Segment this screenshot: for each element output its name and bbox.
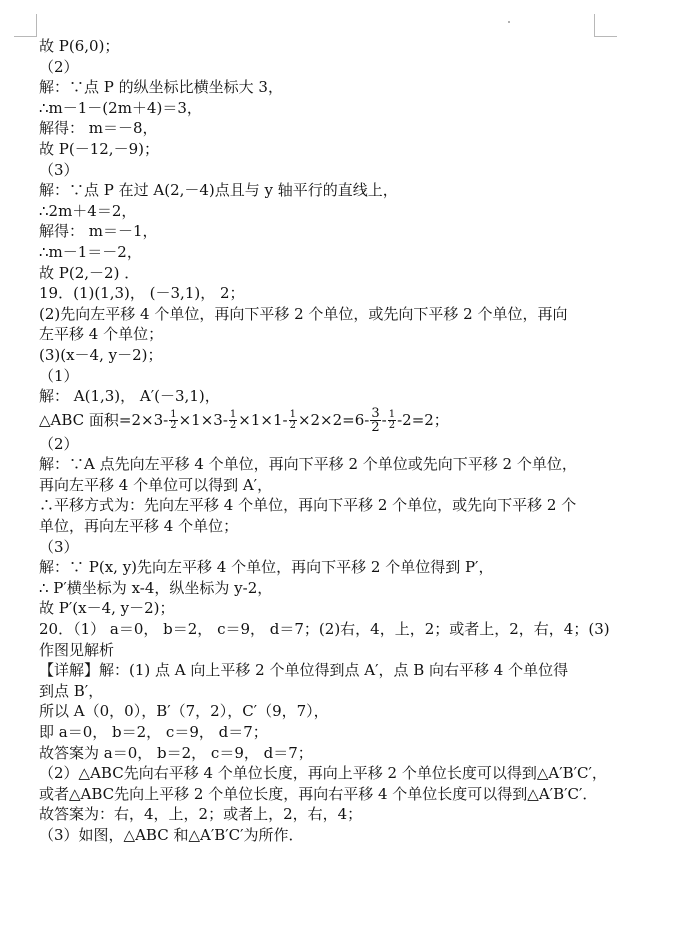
fraction: $\frac{1}{2}$ xyxy=(170,409,177,432)
formula-text: ×1×1- xyxy=(238,410,288,429)
text-line: ∴ P′横坐标为 x-4，纵坐标为 y-2， xyxy=(39,578,273,597)
text-line: 作图见解析 xyxy=(39,640,115,659)
formula-text: △ABC 面积=2×3- xyxy=(39,410,169,429)
text-line: （3） xyxy=(39,160,79,179)
text-line: (2)先向左平移 4 个单位，再向下平移 2 个单位，或先向下平移 2 个单位，再向 xyxy=(39,304,568,323)
text-line: 解：∵点 P 的纵坐标比横坐标大 3， xyxy=(39,78,283,97)
text-line: 解：∵A 点先向左平移 4 个单位，再向下平移 2 个单位或先向下平移 2 个单位， xyxy=(39,455,577,474)
text-line: 解得： m＝－1， xyxy=(39,222,158,241)
text-line: (3)(x－4, y－2)； xyxy=(39,345,163,364)
text-line: 或者△ABC先向上平移 2 个单位长度，再向右平移 4 个单位长度可以得到△A′B′C′． xyxy=(39,784,598,803)
text-line: 所以 A（0，0），B′（7，2），C′（9，7）， xyxy=(39,702,329,721)
formula-text: ×2×2=6- xyxy=(297,410,370,429)
text-line: 即 a＝0， b＝2， c＝9， d＝7； xyxy=(39,723,268,741)
text-line: 解：∵ P(x, y)先向左平移 4 个单位，再向下平移 2 个单位得到 P′， xyxy=(39,558,494,577)
text-line: 左平移 4 个单位； xyxy=(39,325,164,344)
text-line: 单位，再向左平移 4 个单位； xyxy=(39,517,239,536)
formula-text: ×1×3- xyxy=(178,410,228,429)
text-line: 解：∵点 P 在过 A(2,－4)点且与 y 轴平行的直线上， xyxy=(39,181,398,200)
text-line: ∴m－1－(2m＋4)＝3， xyxy=(39,98,202,117)
page-dot xyxy=(508,21,510,23)
text-line: 再向左平移 4 个单位可以得到 A′， xyxy=(39,475,273,494)
fraction: $\frac{1}{2}$ xyxy=(229,409,237,432)
text-line: （1） xyxy=(39,366,79,385)
text-line: ∴2m＋4＝2， xyxy=(39,201,137,220)
page-corner-mark-left xyxy=(14,14,37,37)
page-corner-mark-right xyxy=(594,14,617,37)
text-line: 故答案为 a＝0， b＝2， c＝9， d＝7； xyxy=(39,743,313,762)
text-line: 故 P(－12,－9)； xyxy=(39,139,159,158)
text-line: （2）△ABC先向右平移 4 个单位长度，再向上平移 2 个单位长度可以得到△A′B′C′， xyxy=(39,764,607,783)
text-line: 故 P(2,－2) ． xyxy=(39,263,140,282)
text-line: 20．（1） a＝0， b＝2， c＝9， d＝7；(2)右，4，上，2；或者上，2，右，4；(3) xyxy=(39,620,610,639)
text-line: （3） xyxy=(39,537,79,556)
area-formula-line xyxy=(39,407,599,434)
formula-text: - xyxy=(381,410,387,429)
fraction: $\frac{1}{2}$ xyxy=(289,409,296,432)
document-page xyxy=(39,36,610,846)
text-line: 19．(1)(1,3)， (－3,1)， 2； xyxy=(39,284,245,303)
formula-text: -2=2； xyxy=(397,410,449,429)
text-line: 【详解】解：(1) 点 A 向上平移 2 个单位得到点 A′，点 B 向右平移 4 个单位得 xyxy=(39,661,569,680)
fraction: $\frac{3}{2}$ xyxy=(371,406,380,436)
text-line: （2） xyxy=(39,57,79,76)
text-line: 故 P(6,0)； xyxy=(39,37,120,55)
text-line: （3）如图，△ABC 和△A′B′C′为所作． xyxy=(39,825,304,844)
text-line: 解得： m＝－8， xyxy=(39,119,158,138)
text-line: 故 P′(x－4, y－2)； xyxy=(39,599,175,618)
text-line: 故答案为：右，4，上，2；或者上，2，右，4； xyxy=(39,805,363,824)
text-line: 解： A(1,3)， A′(－3,1)， xyxy=(39,387,220,406)
text-line: ∴m－1＝－2， xyxy=(39,242,142,261)
text-line: （2） xyxy=(39,434,79,453)
fraction: $\frac{1}{2}$ xyxy=(388,409,396,432)
text-line: ∴平移方式为：先向左平移 4 个单位，再向下平移 2 个单位，或先向下平移 2 个 xyxy=(39,496,577,515)
text-line: 到点 B′， xyxy=(39,681,104,700)
